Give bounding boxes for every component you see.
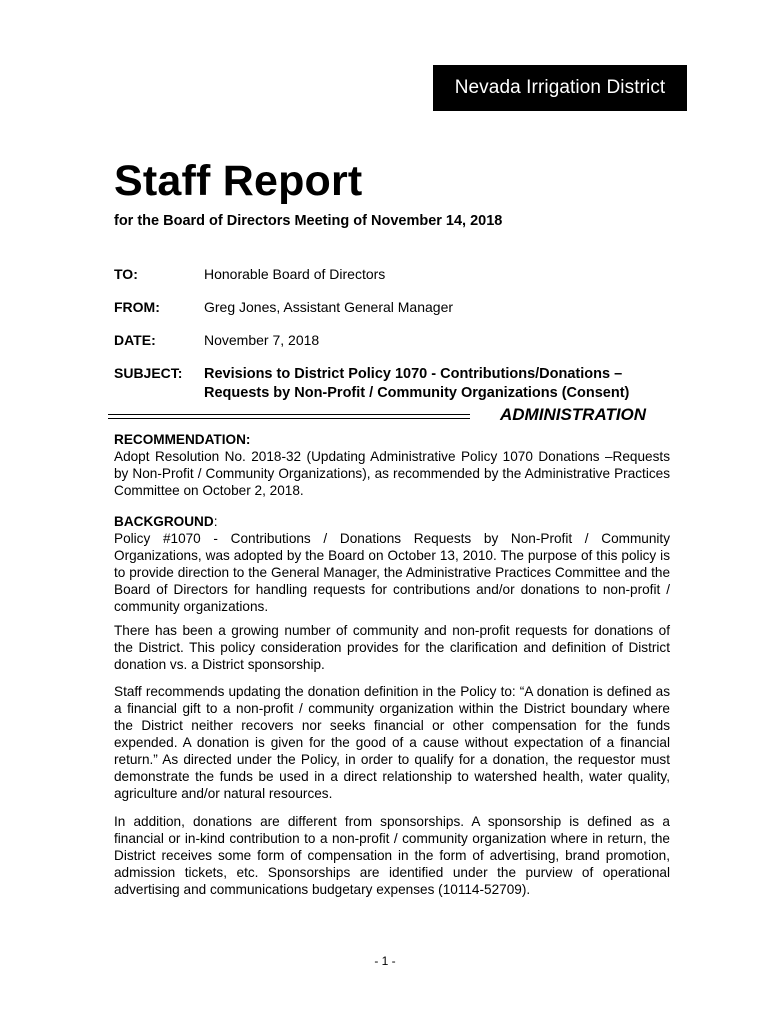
background-paragraph: Policy #1070 - Contributions / Donations Requests by Non-Profit / Community Organizations, was adopted by the Board on October 13, 2010. The purpose of this policy is to provide direction to the General Manager, the Administrative Practices Committee and the Board of Directors for handling requests for contributions and/or donations to non-profit / community organizations.: [114, 531, 670, 614]
page-subtitle: for the Board of Directors Meeting of November 14, 2018: [114, 213, 503, 229]
memo-date-label: DATE:: [114, 332, 156, 348]
background-section-3: [114, 683, 670, 802]
background-heading-suffix: :: [213, 514, 218, 529]
memo-to-label: TO:: [114, 266, 138, 282]
background-section-2: [114, 622, 670, 673]
background-section-4: [114, 813, 670, 898]
background-heading-line: [114, 513, 670, 530]
memo-to-value: Honorable Board of Directors: [204, 266, 386, 282]
memo-subject-value: Revisions to District Policy 1070 - Contributions/Donations – Requests by Non-Profit / Community Organizations (Consent): [204, 366, 630, 401]
section-divider: [108, 414, 470, 419]
memo-subject-label: SUBJECT:: [114, 365, 183, 381]
recommendation-text: Adopt Resolution No. 2018-32 (Updating Administrative Policy 1070 Donations –Requests by Non-Profit / Community Organizations), as recommended by the Administrative Practices Committee on October 2, 2018.: [114, 449, 670, 498]
recommendation-heading: RECOMMENDATION:: [114, 432, 251, 447]
memo-date-value: November 7, 2018: [204, 332, 320, 348]
background-heading: BACKGROUND: [114, 514, 214, 529]
department-label: ADMINISTRATION: [500, 405, 647, 424]
page-title: Staff Report: [114, 157, 363, 205]
page-number: - 1 -: [374, 954, 396, 968]
background-paragraph: Staff recommends updating the donation definition in the Policy to: “A donation is defined as a financial gift to a non-profit / community organization within the District boundary where the District neither recovers nor seeks financial or other compensation for the funds expended. A donation is given for the good of a cause without expectation of a financial return.” As directed under the Policy, in order to qualify for a donation, the requestor must demonstrate the funds be used in a direct relationship to watershed health, water quality, agriculture and/or natural resources.: [114, 684, 670, 801]
organization-banner: Nevada Irrigation District: [433, 65, 687, 111]
memo-from-value: Greg Jones, Assistant General Manager: [204, 299, 454, 315]
background-section: [114, 513, 670, 615]
memo-from-label: FROM:: [114, 299, 160, 315]
recommendation-section: [114, 431, 670, 499]
background-paragraph: In addition, donations are different from sponsorships. A sponsorship is defined as a financial or in-kind contribution to a non-profit / community organization where in return, the District receives some form of compensation in the form of advertising, brand promotion, admission tickets, etc. Sponsorships are identified under the purview of operational advertising and communications budgetary expenses (10114-52709).: [114, 814, 670, 897]
background-paragraph: There has been a growing number of community and non-profit requests for donations of the District. This policy consideration provides for the clarification and definition of District donation vs. a District sponsorship.: [114, 623, 670, 672]
